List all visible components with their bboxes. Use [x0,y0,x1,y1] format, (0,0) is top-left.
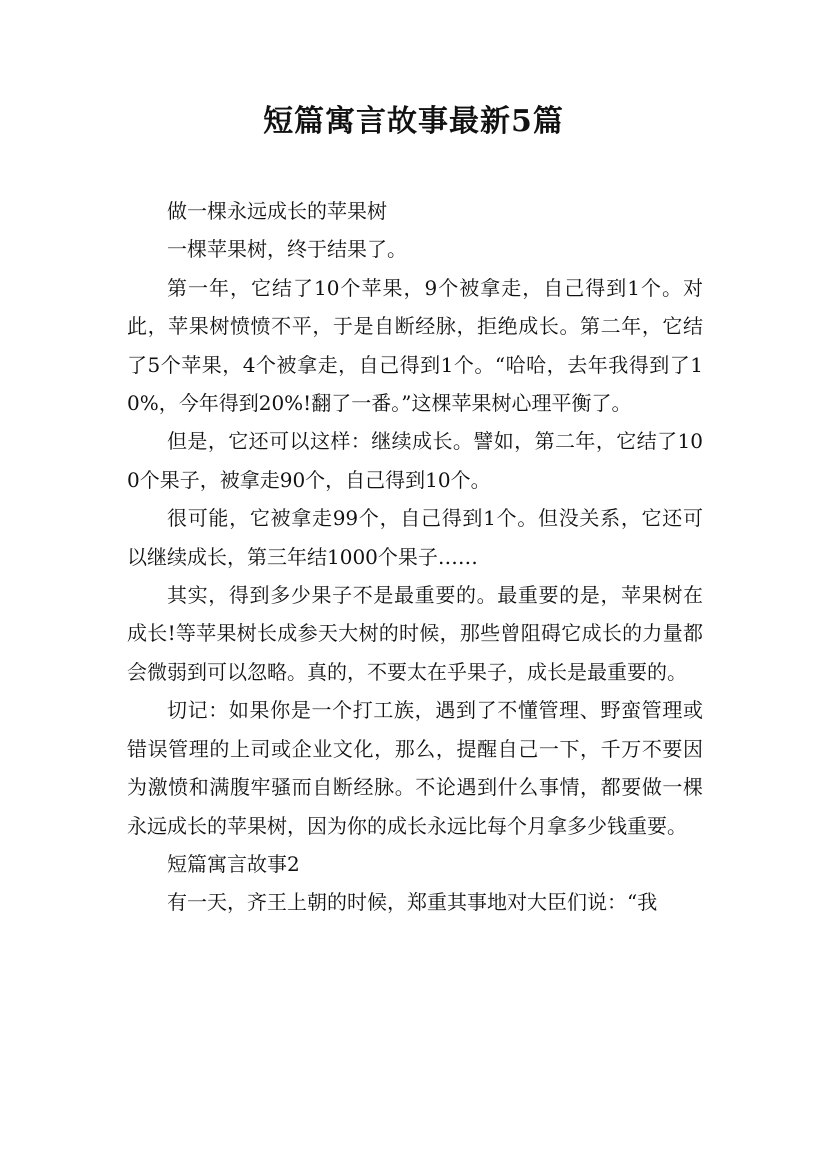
paragraph: 其实，得到多少果子不是最重要的。最重要的是，苹果树在成长!等苹果树长成参天大树的时候，那些曾阻碍它成长的力量都会微弱到可以忽略。真的，不要太在乎果子，成长是最重要的。 [127,583,703,684]
paragraph: 有一天，齐王上朝的时候，郑重其事地对大臣们说：“我 [167,890,658,915]
paragraph: 切记：如果你是一个打工族，遇到了不懂管理、野蛮管理或错误管理的上司或企业文化，那么，提醒自己一下，千万不要因为激愤和满腹牢骚而自断经脉。不论遇到什么事情，都要做一棵永远成长的苹果树，因为你的成长永远比每个月拿多少钱重要。 [127,698,703,838]
paragraph: 很可能，它被拿走99个，自己得到1个。但没关系，它还可以继续成长，第三年结1000个果子…… [127,506,703,569]
document-title: 短篇寓言故事最新5篇 [263,104,564,139]
section-heading: 短篇寓言故事2 [167,851,300,876]
paragraph: 但是，它还可以这样：继续成长。譬如，第二年，它结了100个果子，被拿走90个，自己得到10个。 [127,429,703,492]
section-heading: 做一棵永远成长的苹果树 [167,199,387,223]
document-body [127,192,703,922]
paragraph: 第一年，它结了10个苹果，9个被拿走，自己得到1个。对此，苹果树愤愤不平，于是自断经脉，拒绝成长。第二年，它结了5个苹果，4个被拿走，自己得到1个。“哈哈，去年我得到了10%，今年得到20%!翻了一番。”这棵苹果树心理平衡了。 [127,275,703,416]
paragraph: 一棵苹果树，终于结果了。 [167,237,407,262]
